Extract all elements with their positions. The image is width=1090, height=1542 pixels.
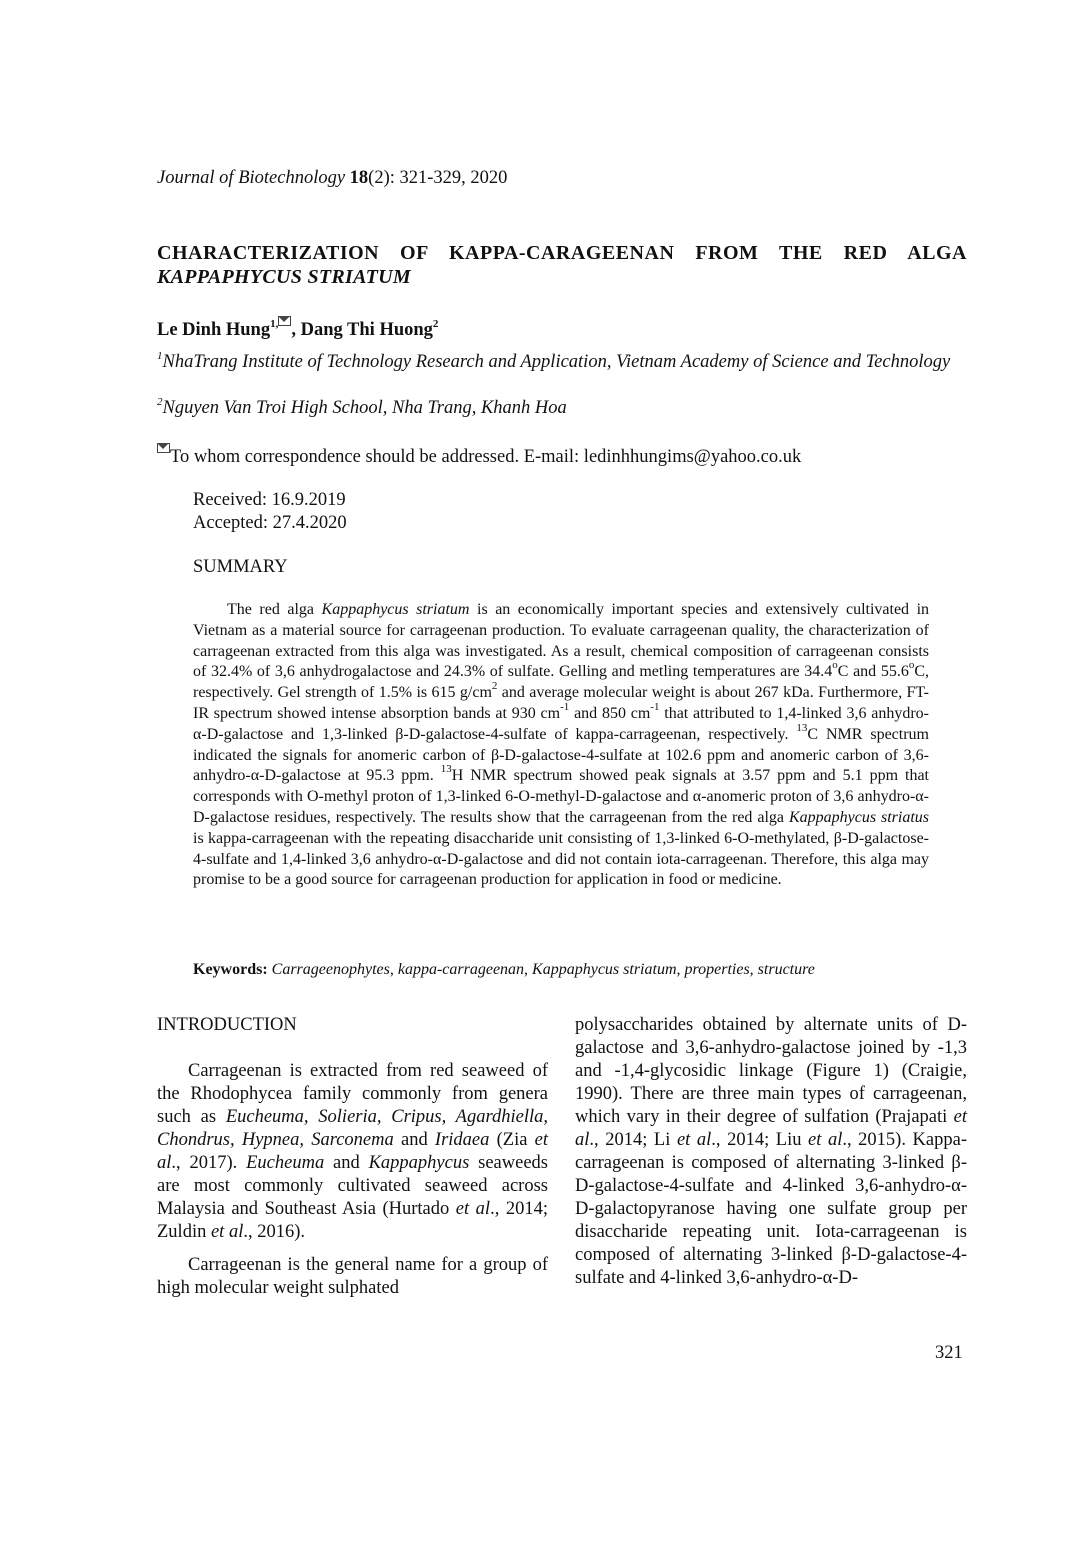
accepted-date: Accepted: 27.4.2020 (193, 513, 347, 533)
keywords (193, 961, 815, 979)
affiliation-2: $^2$Nguyen Van Troi High School, Nha Trang, Khanh Hoa (157, 396, 567, 418)
envelope-icon (157, 443, 170, 453)
keywords-label: Keywords: (193, 961, 268, 978)
author-2: Dang Thi Huong (300, 320, 433, 340)
page-number: 321 (935, 1343, 963, 1363)
author-2-affil: 2 (432, 318, 439, 330)
submission-dates (193, 489, 347, 535)
affiliation-1: $^1$NhaTrang Institute of Technology Research and Application, Vietnam Academy of Science and Technology (157, 350, 951, 372)
author-1-affil: 1, (270, 318, 279, 330)
intro-paragraph-continued: polysaccharides obtained by alternate units of D-galactose and 3,6-anhydro-galactose joined by -1,3 and -1,4-glycosidic linkage (Figure 1) (Craigie, 1990). There are three main types of carrageenan, which vary in their degree of sulfation (Prajapati et al., 2014; Li et al., 2014; Liu et al., 2015). Kappa-carrageenan is composed of alternating 3-linked β-D-galactose-4-sulfate and 4-linked 3,6-anhydro-α-D-galactopyranose having one sulfate group per disaccharide repeating unit. Iota-carrageenan is composed of alternating 3-linked β-D-galactose-4-sulfate and 4-linked 3,6-anhydro-α-D- (575, 1015, 967, 1288)
journal-volume: 18 (349, 168, 369, 188)
journal-issue-pages: (2): 321-329, 2020 (368, 168, 508, 188)
journal-citation (157, 168, 507, 189)
intro-paragraph-1: Carrageenan is extracted from red seaweed of the Rhodophycea family commonly from genera such as Eucheuma, Solieria, Cripus, Agardhiella, Chondrus, Hypnea, Sarconema and Iridaea (Zia et al., 2017). Eucheuma and Kappaphycus seaweeds are most commonly cultivated seaweed across Malaysia and Southeast Asia (Hurtado et al., 2014; Zuldin et al., 2016). (157, 1061, 549, 1242)
intro-paragraph-2: Carrageenan is the general name for a group of high molecular weight sulphated (157, 1255, 548, 1298)
received-date: Received: 16.9.2019 (193, 490, 346, 510)
author-1: Le Dinh Hung (157, 320, 271, 340)
author-list: Le Dinh Hung$^{1,}$ , Dang Thi Huong$^2$ (157, 318, 439, 340)
summary-heading: SUMMARY (193, 557, 288, 577)
summary-body: The red alga Kappaphycus striatum is an economically important species and extensively cultivated in Vietnam as a material source for carrageenan production. To evaluate carrageenan quality, the characterization of carrageenan extracted from this alga was investigated. As a result, chemical composition of carrageenan consists of 32.4% of 3,6 anhydrogalactose and 24.3% of sulfate. Gelling and metling temperatures are 34.4$^o$C and 55.6$^o$C, respectively. Gel strength of 1.5% is 615 $g/cm^2$ and average molecular weight is about 267 kDa. Furthermore, FT-IR spectrum showed intense absorption bands at 930 $cm^{-1}$ and 850 $cm^{-1}$ that attributed to 1,4-linked 3,6 anhydro-α-D-galactose and 1,3-linked β-D-galactose-4-sulfate of kappa-carrageenan, respectively. $^{13}$C NMR spectrum indicated the signals for anomeric carbon of β-D-galactose-4-sulfate at 102.6 ppm and anomeric carbon of 3,6-anhydro-α-D-galactose at 95.3 ppm. $^{13}$H NMR spectrum showed peak signals at 3.57 ppm and 5.1 ppm that corresponds with O-methyl proton of 1,3-linked 6-O-methyl-D-galactose and α-anomeric proton of 3,6 anhydro-α-D-galactose residues, respectively. The results show that the carrageenan from the red alga Kappaphycus striatus is kappa-carrageenan with the repeating disaccharide unit consisting of 1,3-linked 6-O-methylated, β-D-galactose-4-sulfate and 1,4-linked 3,6 anhydro-α-D-galactose and did not contain iota-carrageenan. Therefore, this alga may promise to be a good source for carrageenan production for application in food or medicine. (193, 601, 930, 889)
column-left (157, 1014, 548, 1300)
journal-name: Journal of Biotechnology (157, 168, 346, 188)
paper-title-line2: KAPPAPHYCUS STRIATUM (157, 266, 412, 288)
section-heading-introduction: INTRODUCTION (157, 1015, 297, 1035)
correspondence-note: To whom correspondence should be addressed. E-mail: ledinhhungims@yahoo.co.uk (157, 443, 801, 468)
envelope-icon (278, 316, 291, 326)
paper-title-line1: CHARACTERIZATION OF KAPPA-CARAGEENAN FROM THE RED ALGA (157, 242, 967, 264)
keywords-text: Carrageenophytes, kappa-carrageenan, Kappaphycus striatum, properties, structure (267, 961, 815, 978)
column-right (575, 1014, 967, 1290)
